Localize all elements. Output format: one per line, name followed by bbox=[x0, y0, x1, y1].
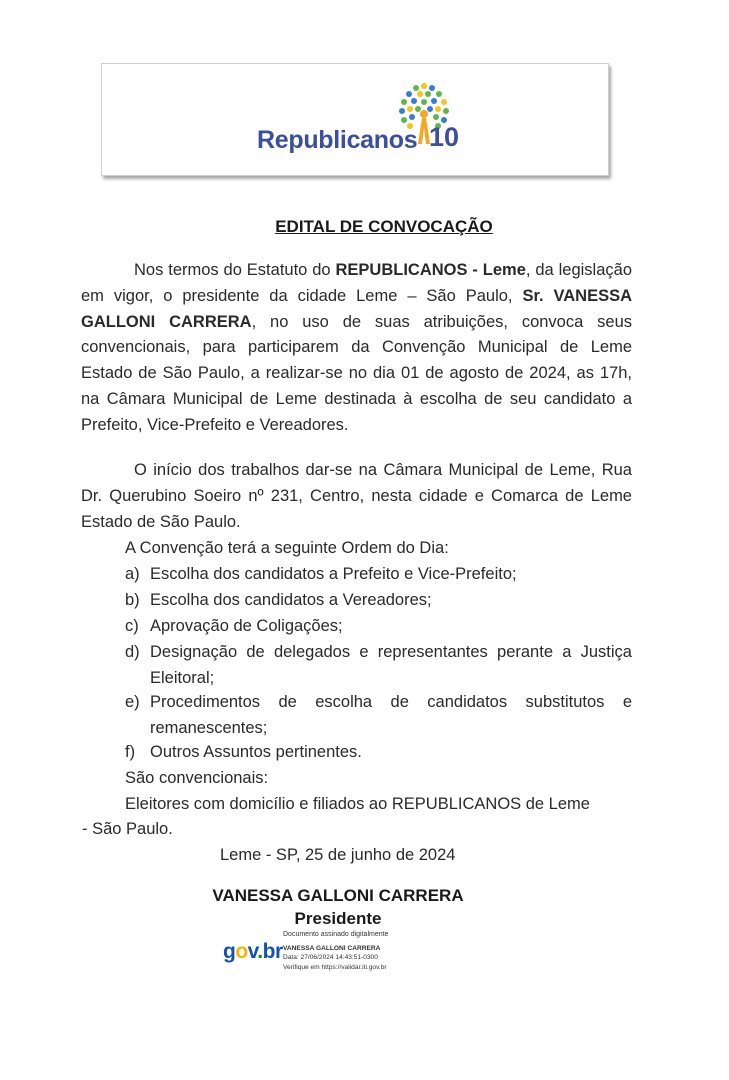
place-date: Leme - SP, 25 de junho de 2024 bbox=[220, 846, 456, 864]
agenda-item-label: b) bbox=[125, 591, 140, 609]
agenda-item-label: c) bbox=[125, 617, 139, 635]
agenda-item-label: d) bbox=[125, 643, 140, 661]
agenda-item bbox=[125, 562, 632, 588]
agenda-item-text: Escolha dos candidatos a Vereadores; bbox=[150, 591, 432, 609]
intro-bold-party: REPUBLICANOS - Leme bbox=[335, 261, 526, 279]
convencionais-text-1: Eleitores com domicílio e filiados ao REPUBLICANOS de Leme bbox=[125, 795, 590, 813]
agenda-item bbox=[125, 588, 632, 614]
signer-role: Presidente bbox=[294, 909, 382, 928]
agenda-item-text: Procedimentos de escolha de candidatos substitutos e remanescentes; bbox=[150, 693, 632, 737]
convencionais-label: São convencionais: bbox=[125, 769, 269, 787]
agenda-item-text: Aprovação de Coligações; bbox=[150, 617, 343, 635]
agenda-item bbox=[125, 690, 632, 742]
govbr-logo-icon: gov.br bbox=[223, 940, 283, 963]
agenda-item-text: Outros Assuntos pertinentes. bbox=[150, 743, 362, 761]
party-logo-box bbox=[101, 63, 609, 176]
convencionais-text-2: - São Paulo. bbox=[82, 820, 173, 838]
digital-signature-details bbox=[283, 944, 387, 972]
digital-signature-header: Documento assinado digitalmente bbox=[283, 931, 389, 938]
intro-text-1: Nos termos do Estatuto do bbox=[134, 261, 336, 279]
digital-signature-date: Data: 27/06/2024 14:43:51-0300 bbox=[283, 954, 378, 962]
intro-text-3: , no uso de suas atribuições, convoca seus convencionais, para participarem da Convenção Municipal de Leme Estado de São Paulo, a realizar-se no dia 01 de agosto de 2024, as 17h, na Câmara Municipal de Leme destinada à escolha de seu candidato a Prefeito, Vice-Prefeito e Vereadores. bbox=[81, 312, 632, 434]
document-title: EDITAL DE CONVOCAÇÃO bbox=[275, 217, 493, 236]
agenda-item-text: Escolha dos candidatos a Prefeito e Vice-Prefeito; bbox=[150, 565, 517, 583]
agenda-item-label: a) bbox=[125, 565, 140, 583]
paragraph-location: O início dos trabalhos dar-se na Câmara Municipal de Leme, Rua Dr. Querubino Soeiro nº 231, Centro, nesta cidade e Comarca de Leme Estado de São Paulo. bbox=[81, 461, 632, 531]
agenda-item bbox=[125, 614, 632, 640]
party-logo-number: 10 bbox=[429, 122, 460, 152]
digital-signature-signer: VANESSA GALLONI CARRERA bbox=[283, 945, 381, 952]
signer-name: VANESSA GALLONI CARRERA bbox=[212, 886, 464, 905]
agenda-item bbox=[125, 640, 632, 692]
intro-text-2: , da legislação em vigor, o presidente da cidade Leme – São Paulo, bbox=[81, 261, 632, 305]
agenda-item-label: f) bbox=[125, 743, 136, 761]
paragraph-intro bbox=[81, 258, 632, 439]
agenda-item-label: e) bbox=[125, 693, 140, 711]
digital-signature-verify-link[interactable]: Verifique em https://validar.iti.gov.br bbox=[283, 963, 387, 971]
agenda-item bbox=[125, 740, 632, 766]
agenda-intro: A Convenção terá a seguinte Ordem do Dia: bbox=[125, 539, 449, 557]
intro-bold-president: Sr. VANESSA GALLONI CARRERA bbox=[81, 286, 633, 331]
party-logo-name: Republicanos bbox=[257, 126, 418, 154]
agenda-item-text: Designação de delegados e representantes perante a Justiça Eleitoral; bbox=[150, 643, 632, 687]
